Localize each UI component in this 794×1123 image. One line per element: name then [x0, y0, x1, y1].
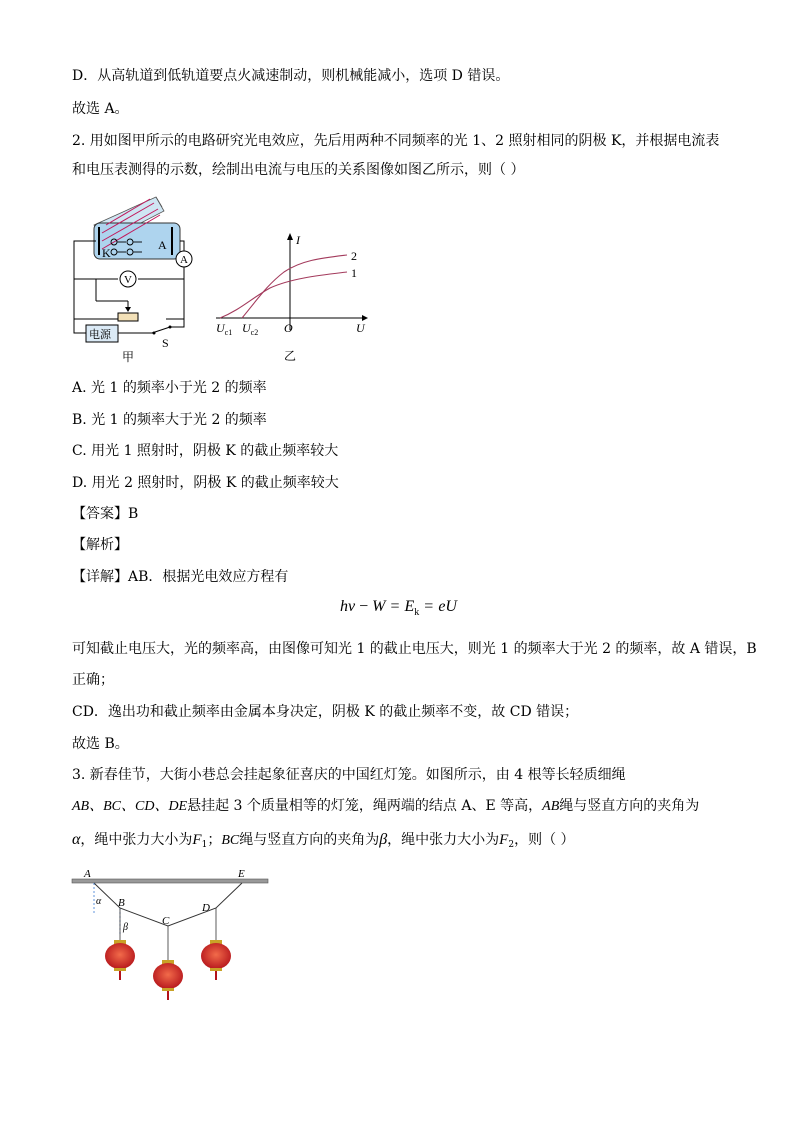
voltmeter-label: V — [124, 274, 132, 286]
lantern-figure — [70, 864, 270, 1004]
lantern-icon — [105, 940, 135, 980]
lantern-icon — [153, 960, 183, 1000]
power-source-label: 电源 — [89, 329, 111, 341]
curve-2 — [242, 255, 347, 318]
detail-line: 【详解】AB．根据光电效应方程有 — [72, 569, 289, 585]
question-2-stem: 2. 用如图甲所示的电路研究光电效应，先后用两种不同频率的光 1、2 照射相同的阴极 K，并根据电流表 — [72, 133, 720, 149]
answer-line: 【答案】B — [72, 506, 139, 522]
question-3-stem-cont2: α，绳中张力大小为$F_1$；BC绳与竖直方向的夹角为β，绳中张力大小为$F_2$，则（ ） — [72, 831, 575, 850]
question-3-stem: 3. 新春佳节，大街小巷总会挂起象征喜庆的中国红灯笼。如图所示，由 4 根等长轻质细绳 — [72, 767, 626, 783]
curve-label-1: 1 — [351, 266, 357, 280]
curve-1 — [220, 272, 347, 318]
uc1-label: $U_{c1}$ — [216, 321, 233, 337]
node-label-a: A — [84, 868, 91, 880]
switch-label: S — [162, 336, 169, 350]
rheostat-icon — [118, 313, 138, 321]
text-line: 故选 A。 — [72, 101, 129, 117]
origin-label: O — [284, 321, 293, 335]
figure-caption-jia: 甲 — [122, 350, 135, 364]
figure-caption-yi: 乙 — [284, 349, 297, 363]
explanation-line: 可知截止电压大，光的频率高，由图像可知光 1 的截止电压大，则光 1 的频率大于光 2 的频率，故 A 错误，B — [72, 641, 757, 657]
option-d: D. 用光 2 照射时，阴极 K 的截止频率较大 — [72, 475, 339, 491]
photoelectric-formula: $h\nu - W = E_k$ = eU — [340, 598, 457, 618]
option-a: A. 光 1 的频率小于光 2 的频率 — [72, 380, 267, 396]
option-b: B. 光 1 的频率大于光 2 的频率 — [72, 412, 267, 428]
explanation-line: 正确； — [72, 672, 114, 688]
curve-label-2: 2 — [351, 249, 357, 263]
axis-label-i: I — [296, 233, 300, 247]
explanation-line: 故选 B。 — [72, 736, 129, 752]
node-label-b: B — [118, 897, 125, 909]
angle-alpha-label: α — [96, 896, 102, 907]
node-label-d: D — [202, 902, 210, 914]
text-line: D．从高轨道到低轨道要点火减速制动，则机械能减小，选项 D 错误。 — [72, 68, 510, 84]
iu-graph-yi — [212, 230, 372, 365]
question-3-stem-cont: AB、BC、CD、DE悬挂起 3 个质量相等的灯笼，绳两端的结点 A、E 等高，AB绳与竖直方向的夹角为 — [72, 798, 700, 814]
uc2-label: $U_{c2}$ — [242, 321, 259, 337]
anode-label: A — [158, 238, 167, 252]
explanation-line: CD．逸出功和截止频率由金属本身决定，阴极 K 的截止频率不变，故 CD 错误； — [72, 704, 579, 720]
angle-beta-label: β — [123, 922, 128, 933]
analysis-heading: 【解析】 — [72, 537, 128, 553]
axis-label-u: U — [356, 321, 365, 335]
node-label-e: E — [238, 868, 245, 880]
ammeter-label: A — [180, 254, 188, 266]
question-2-stem-cont: 和电压表测得的示数，绘制出电流与电压的关系图像如图乙所示，则（ ） — [72, 162, 525, 178]
lantern-icon — [201, 940, 231, 980]
node-label-c: C — [162, 915, 170, 927]
cathode-label: K — [102, 246, 111, 260]
circuit-figure-jia — [66, 193, 206, 365]
option-c: C. 用光 1 照射时，阴极 K 的截止频率较大 — [72, 443, 339, 459]
